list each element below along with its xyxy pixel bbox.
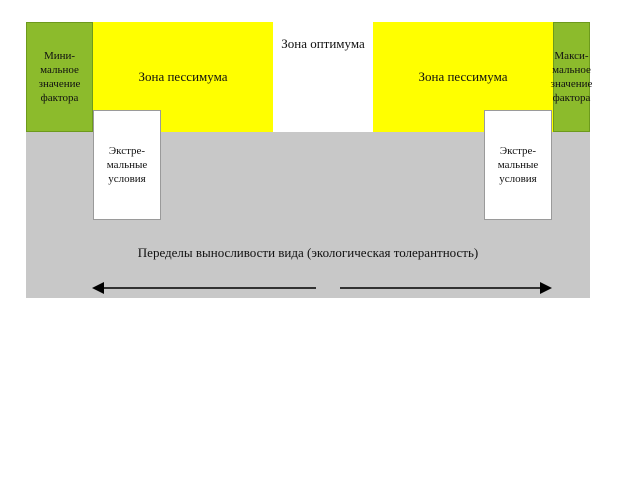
min-factor-label: Мини- мальное значение фактора xyxy=(38,50,81,104)
right-arrowhead xyxy=(540,282,552,294)
extreme-conditions-right-label: Экстре- мальные условия xyxy=(497,145,539,185)
optimum-zone-label: Зона оптимума xyxy=(281,36,365,51)
left-arrowhead xyxy=(92,282,104,294)
tolerance-diagram xyxy=(26,22,593,298)
pessimum-zone-right-label: Зона пессимума xyxy=(418,69,508,84)
pessimum-zone-left-label: Зона пессимума xyxy=(138,69,228,84)
tolerance-caption: Переделы выносливости вида (экологическая толерантность) xyxy=(137,245,479,260)
max-factor-label: Макси- мальное значение фактора xyxy=(550,50,593,104)
tolerance-arrows xyxy=(26,22,590,298)
extreme-conditions-left-label: Экстре- мальные условия xyxy=(106,145,148,185)
